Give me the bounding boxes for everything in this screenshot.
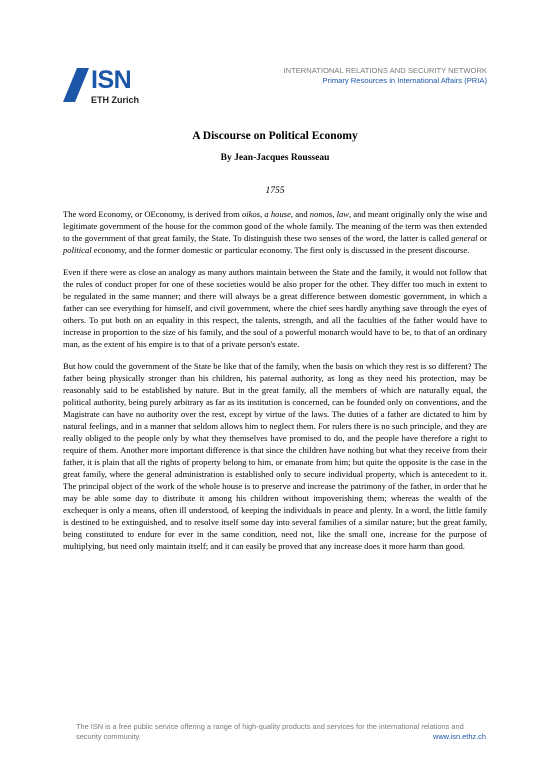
p1-nomos: nomos: [309, 209, 333, 219]
footer: [76, 722, 486, 742]
p1-oikos: oikos: [241, 209, 261, 219]
p1-law: law: [336, 209, 349, 219]
document-author: By Jean-Jacques Rousseau: [220, 153, 330, 163]
paragraph-1: [63, 208, 487, 256]
p1-text-4: or: [477, 233, 487, 243]
paragraph-3: But how could the government of the State be like that of the family, when the basis on which they rest is so different? The father being physically stronger than his children, his paternal authority, as long as they need his protection, may be reasonably said to be established by nature. But in the great family, all the members of which are naturally equal, the political authority, being purely arbitrary as far as its institution is concerned, can be founded only on conventions, and the Magistrate can have no authority over the rest, except by virtue of the laws. The duties of a father are dictated to him by natural feelings, and in a manner that seldom allows him to neglect them. For rulers there is no such principle, and they are really obliged to the people only by what they themselves have promised to do, and the people have therefore a right to require of them. Another more important difference is that since the children have nothing but what they receive from their father, it is plain that all the rights of property belong to him, or emanate from him; but quite the opposite is the case in the great family, where the general administration is established only to secure individual property, which is antecedent to it. The principal object of the work of the whole house is to preserve and increase the patrimony of the father, in order that he may be able some day to distribute it among his children without impoverishing them; whereas the wealth of the exchequer is only a means, often ill understood, of keeping the individuals in peace and plenty. In a word, the little family is destined to be extinguished, and to resolve itself some day into several families of a similar nature; but the great family, being constituted to endure for ever in the same condition, need not, like the small one, increase for the purpose of multiplying, but need only maintain itself; and it can easily be proved that any increase does it more harm than good.: [63, 361, 487, 551]
p1-text-3: , and meant originally only the wise and legitimate government of the house for the common good of the whole family. The meaning of the term was then extended to the government of that great family, the State. To distinguish these two senses of the word, the latter is called: [63, 209, 488, 243]
p1-text-1: The word Economy, or OEconomy, is derived from: [63, 209, 242, 219]
p1-comma-2: ,: [332, 209, 337, 219]
network-title: INTERNATIONAL RELATIONS AND SECURITY NETWORK: [283, 66, 487, 75]
p1-house: a house: [264, 209, 291, 219]
document-year: 1755: [265, 186, 285, 196]
network-subtitle: Primary Resources in International Affairs (PRIA): [322, 76, 487, 85]
network-heading: [283, 66, 487, 86]
paragraph-2: Even if there were as close an analogy as many authors maintain between the State and the family, it would not follow that the rules of conduct proper for one of these societies would be also proper for the other. They differ too much in extent to be regulated in the same manner; and there will always be a great difference between domestic government, in which a father can see everything for himself, and civil government, where the chief sees hardly anything save through the eyes of others. To put both on an equality in this respect, the talents, strength, and all the faculties of the father would have to increase in proportion to the size of his family, and the soul of a powerful monarch would have to be, to that of an ordinary man, as the extent of his empire is to that of a private person's estate.: [63, 267, 487, 349]
p1-comma-1: ,: [260, 209, 265, 219]
p1-general: general: [451, 233, 478, 243]
document-title: A Discourse on Political Economy: [192, 130, 358, 142]
footer-text: The ISN is a free public service offering a range of high-quality products and services for the international relations and security community.: [76, 722, 464, 741]
isn-logo-mark-icon: [63, 68, 89, 102]
footer-url-link[interactable]: www.isn.ethz.ch: [433, 732, 486, 741]
p1-text-2: , and: [290, 209, 310, 219]
isn-logo: [63, 66, 143, 112]
logo-eth-text: ETH Zurich: [91, 95, 140, 105]
p1-text-5: economy, and the former domestic or particular economy. The first only is discussed in the present discourse.: [91, 245, 470, 255]
logo-isn-text: ISN: [91, 66, 132, 94]
document-body: [63, 208, 487, 562]
p1-political: political: [63, 245, 92, 255]
